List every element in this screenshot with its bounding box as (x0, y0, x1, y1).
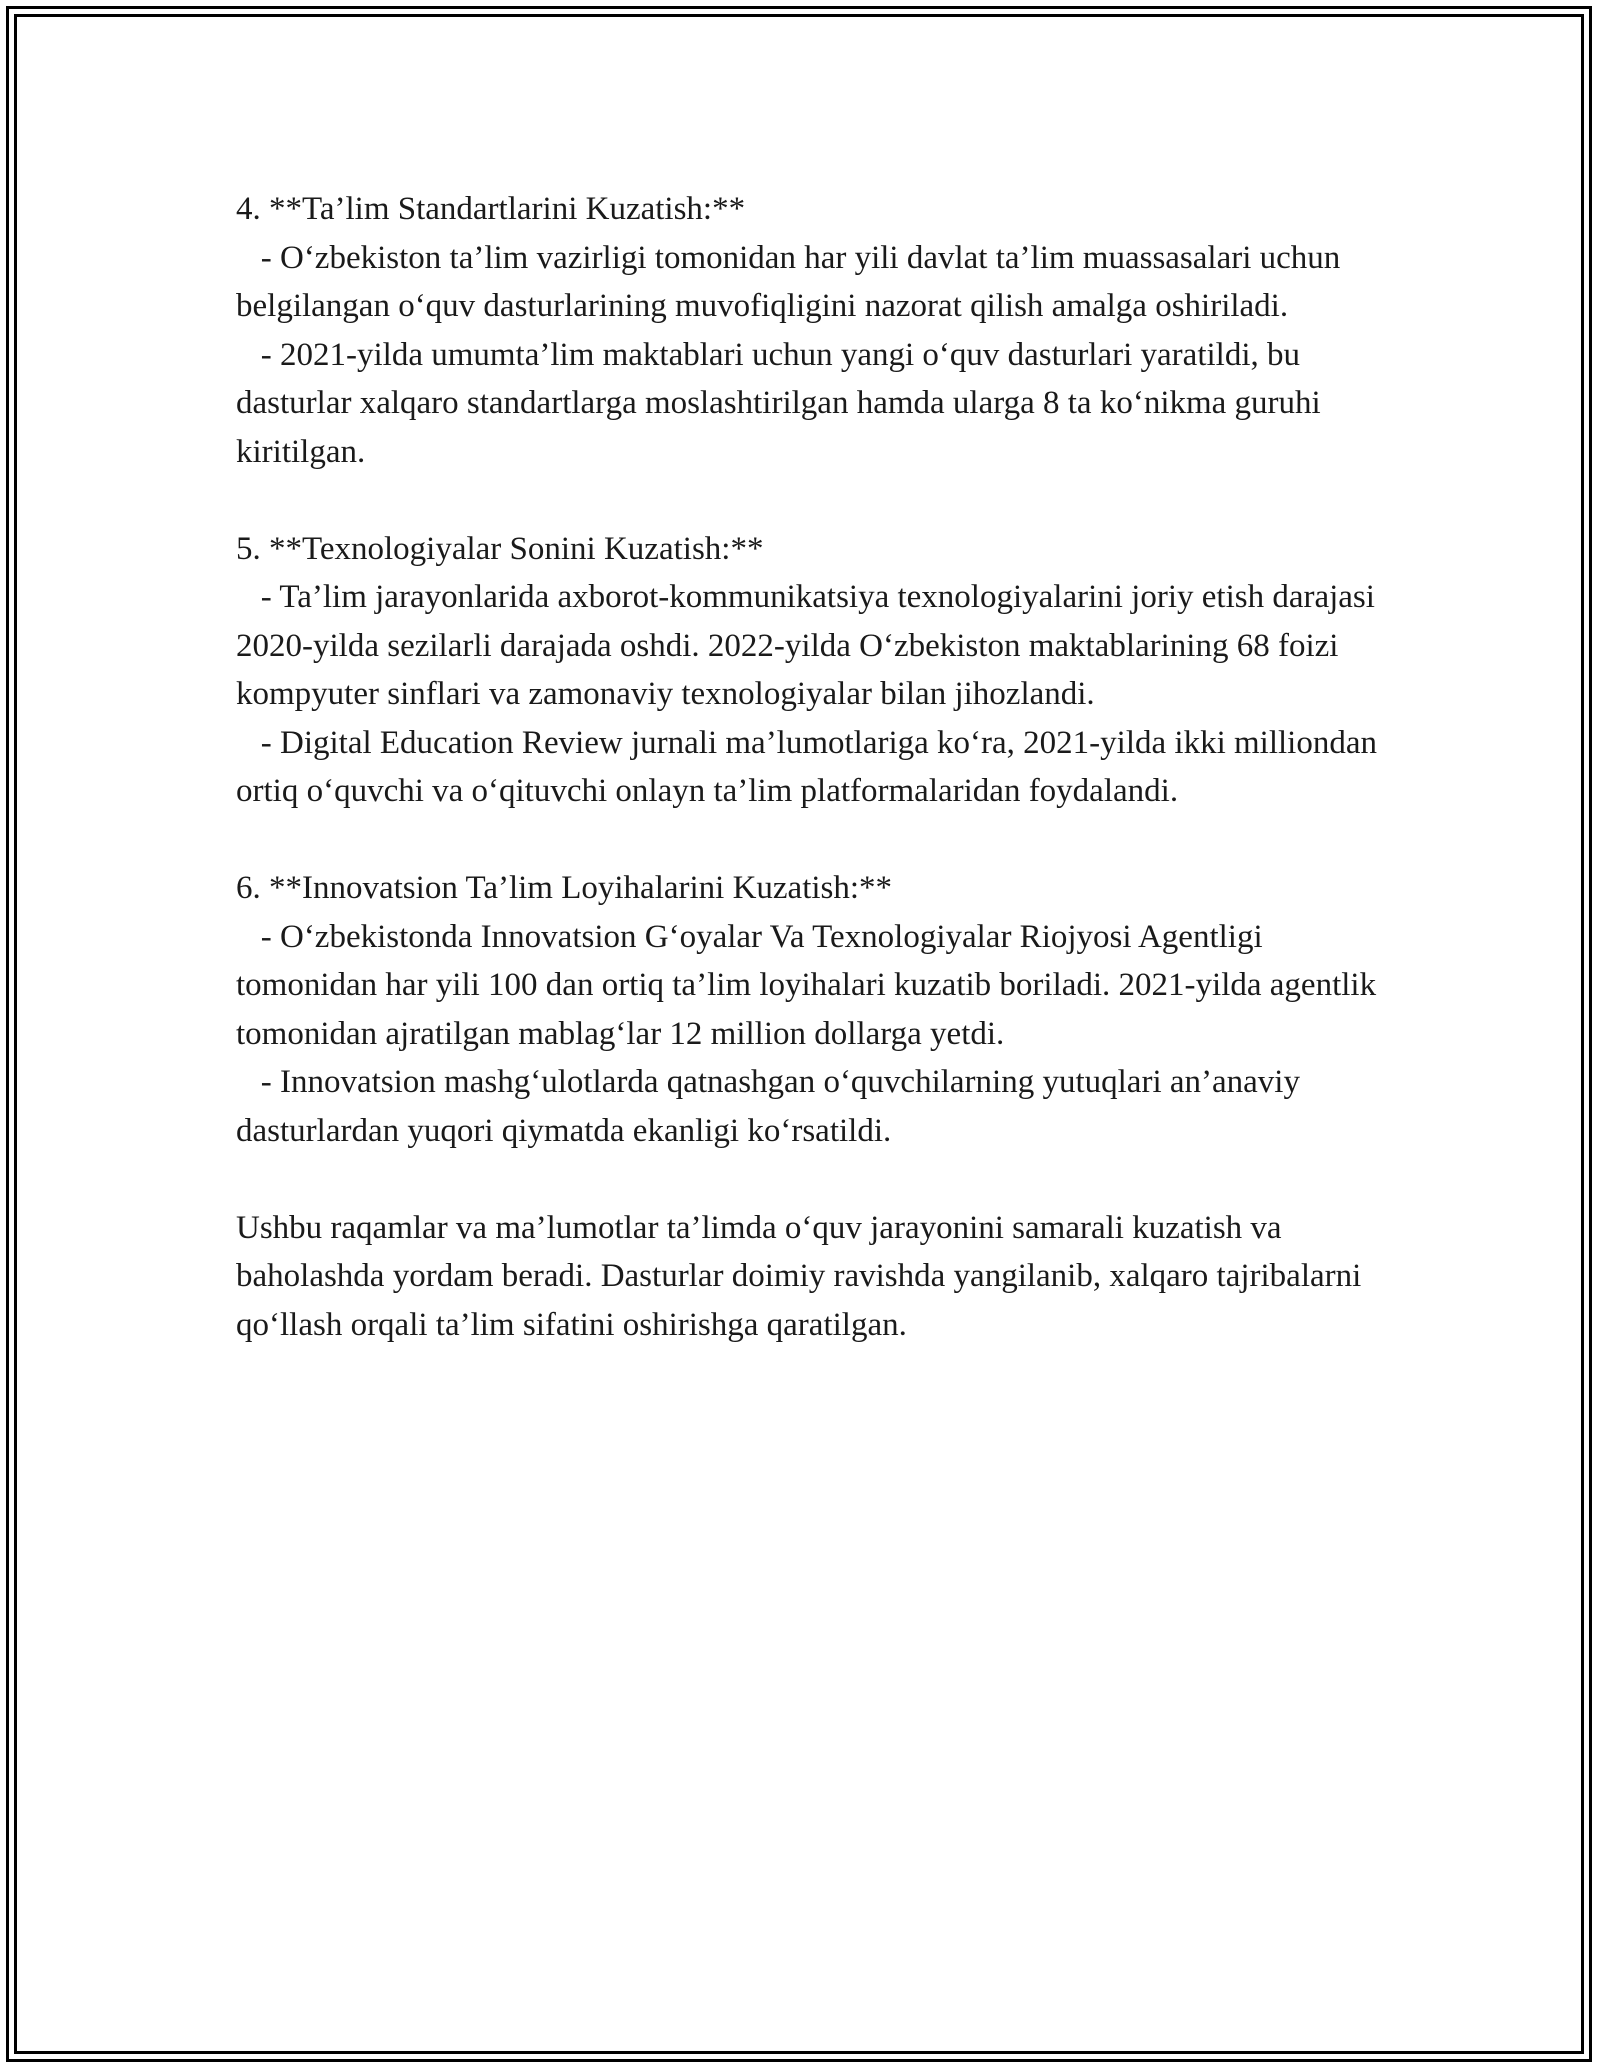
section-talim-standartlari (236, 185, 1386, 476)
document-body (236, 185, 1386, 1349)
section-heading: 4. **Ta’lim Standartlarini Kuzatish:** (236, 191, 746, 227)
section-texnologiyalar-soni (236, 525, 1386, 816)
section-heading: 6. **Innovatsion Ta’lim Loyihalarini Kuzatish:** (236, 870, 893, 906)
bullet-item: - Innovatsion mashg‘ulotlarda qatnashgan o‘quvchilarning yutuqlari an’anaviy dasturlardan yuqori qiymatda ekanligi ko‘rsatildi. (236, 1064, 1309, 1149)
conclusion-paragraph: Ushbu raqamlar va ma’lumotlar ta’limda o‘quv jarayonini samarali kuzatish va baholashda yordam beradi. Dasturlar doimiy ravishda yangilanib, xalqaro tajribalarni qo‘llash orqali ta’lim sifatini oshirishga qaratilgan. (236, 1209, 1370, 1343)
bullet-item: - 2021-yilda umumta’lim maktablari uchun yangi o‘quv dasturlari yaratildi, bu dasturlar xalqaro standartlarga moslashtirilgan hamda ularga 8 ta ko‘nikma guruhi kiritilgan. (236, 336, 1329, 470)
bullet-item: - O‘zbekiston ta’lim vazirligi tomonidan har yili davlat ta’lim muassasalari uchun belgilangan o‘quv dasturlarining muvofiqligini nazorat qilish amalga oshiriladi. (236, 239, 1349, 324)
bullet-item: - O‘zbekistonda Innovatsion G‘oyalar Va Texnologiyalar Riojyosi Agentligi tomonidan har yili 100 dan ortiq ta’lim loyihalari kuzatib boriladi. 2021-yilda agentlik tomonidan ajratilgan mablag‘lar 12 million dollarga yetdi. (236, 918, 1385, 1052)
bullet-item: - Digital Education Review jurnali ma’lumotlariga ko‘ra, 2021-yilda ikki milliondan ortiq o‘quvchi va o‘qituvchi onlayn ta’lim platformalaridan foydalandi. (236, 724, 1386, 809)
section-innovatsion-loyihalar (236, 864, 1386, 1155)
section-heading: 5. **Texnologiyalar Sonini Kuzatish:** (236, 530, 764, 567)
bullet-item: - Ta’lim jarayonlarida axborot-kommunikatsiya texnologiyalarini joriy etish darajasi 2020-yilda sezilarli darajada oshdi. 2022-yilda O‘zbekiston maktablarining 68 foizi kompyuter sinflari va zamonaviy texnologiyalar bilan jihozlandi. (236, 579, 1384, 712)
